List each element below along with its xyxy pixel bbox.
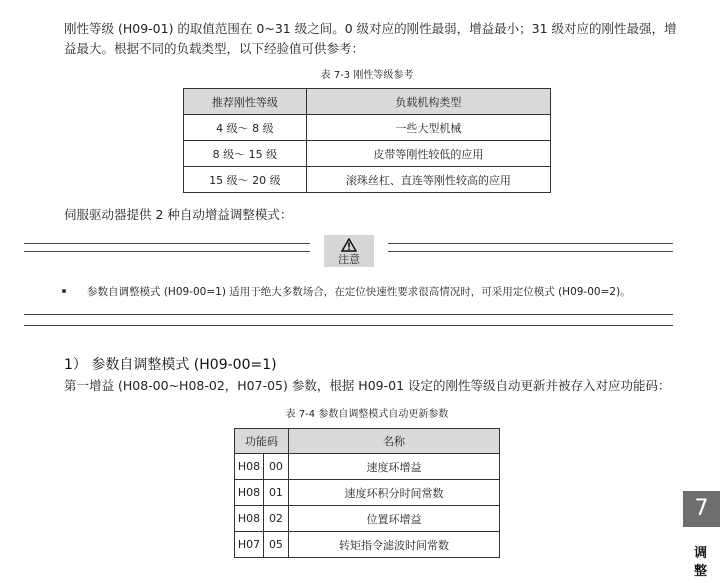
table2-header-code: 功能码: [235, 429, 289, 454]
notice-divider-bottom-1: [24, 314, 673, 315]
table1-header-row: [184, 89, 551, 115]
notice-divider-right-bottom: [388, 251, 673, 252]
table2-cell: 05: [263, 532, 288, 558]
table2-cell: 00: [263, 454, 288, 480]
notice-divider-left-top: [24, 243, 310, 244]
table-row: [235, 480, 500, 506]
table2-header-name: 名称: [288, 429, 499, 454]
table1-cell: 皮带等刚性较低的应用: [306, 141, 550, 167]
modes-intro: 伺服驱动器提供 2 种自动增益调整模式：: [64, 207, 293, 222]
table1-cell: 4 级～ 8 级: [184, 115, 307, 141]
chapter-tab: 7: [683, 491, 720, 527]
table2-cell: 位置环增益: [288, 506, 499, 532]
intro-line-2: 益最大。根据不同的负载类型，以下经验值可供参考：: [64, 41, 365, 56]
chapter-side-label: [694, 545, 710, 581]
notice-divider-bottom-2: [24, 325, 673, 326]
table2-cell: 转矩指令滤波时间常数: [288, 532, 499, 558]
warning-triangle-icon: [341, 238, 357, 252]
section-title: 1） 参数自调整模式 (H09-00=1): [64, 357, 277, 373]
chapter-label-char: 调: [694, 546, 708, 561]
notice-label: 注意: [338, 253, 360, 266]
table1-cell: 滚珠丝杠、直连等刚性较高的应用: [306, 167, 550, 193]
chapter-label-char: 整: [694, 564, 708, 579]
table1-header-level: 推荐刚性等级: [184, 89, 307, 115]
notice-text: 参数自调整模式 (H09-00=1) 适用于绝大多数场合，在定位快速性要求很高情况时，可采用定位模式 (H09-00=2)。: [87, 286, 631, 298]
table2-cell: 速度环积分时间常数: [288, 480, 499, 506]
table2-cell: H08: [235, 454, 264, 480]
table2-cell: 速度环增益: [288, 454, 499, 480]
table-row: [184, 167, 551, 193]
table1-header-load: 负载机构类型: [306, 89, 550, 115]
table-row: [184, 141, 551, 167]
bullet-dot: [62, 289, 66, 293]
table2-cell: H07: [235, 532, 264, 558]
table2-cell: H08: [235, 506, 264, 532]
stiffness-reference-table: [183, 88, 551, 193]
table-row: [235, 506, 500, 532]
intro-line-1: 刚性等级 (H09-01) 的取值范围在 0~31 级之间。0 级对应的刚性最弱，增益最小；31 级对应的刚性最强，增: [64, 21, 677, 36]
table2-cell: 02: [263, 506, 288, 532]
table2-caption: 表 7-4 参数自调整模式自动更新参数: [285, 409, 449, 420]
auto-update-parameter-table: [234, 428, 500, 558]
table2-header-row: [235, 429, 500, 454]
table2-cell: 01: [263, 480, 288, 506]
table1-cell: 8 级～ 15 级: [184, 141, 307, 167]
intro-paragraph: [64, 19, 684, 59]
section-body: 第一增益 (H08-00~H08-02，H07-05) 参数，根据 H09-01 设定的刚性等级自动更新并被存入对应功能码：: [64, 378, 671, 393]
notice-divider-left-bottom: [24, 251, 310, 252]
table2-cell: H08: [235, 480, 264, 506]
table1-caption: 表 7-3 刚性等级参考: [320, 70, 414, 81]
table-row: [235, 532, 500, 558]
table-row: [235, 454, 500, 480]
notice-badge: [324, 235, 374, 267]
table-row: [184, 115, 551, 141]
table1-cell: 15 级～ 20 级: [184, 167, 307, 193]
notice-divider-right-top: [388, 243, 673, 244]
table1-cell: 一些大型机械: [306, 115, 550, 141]
